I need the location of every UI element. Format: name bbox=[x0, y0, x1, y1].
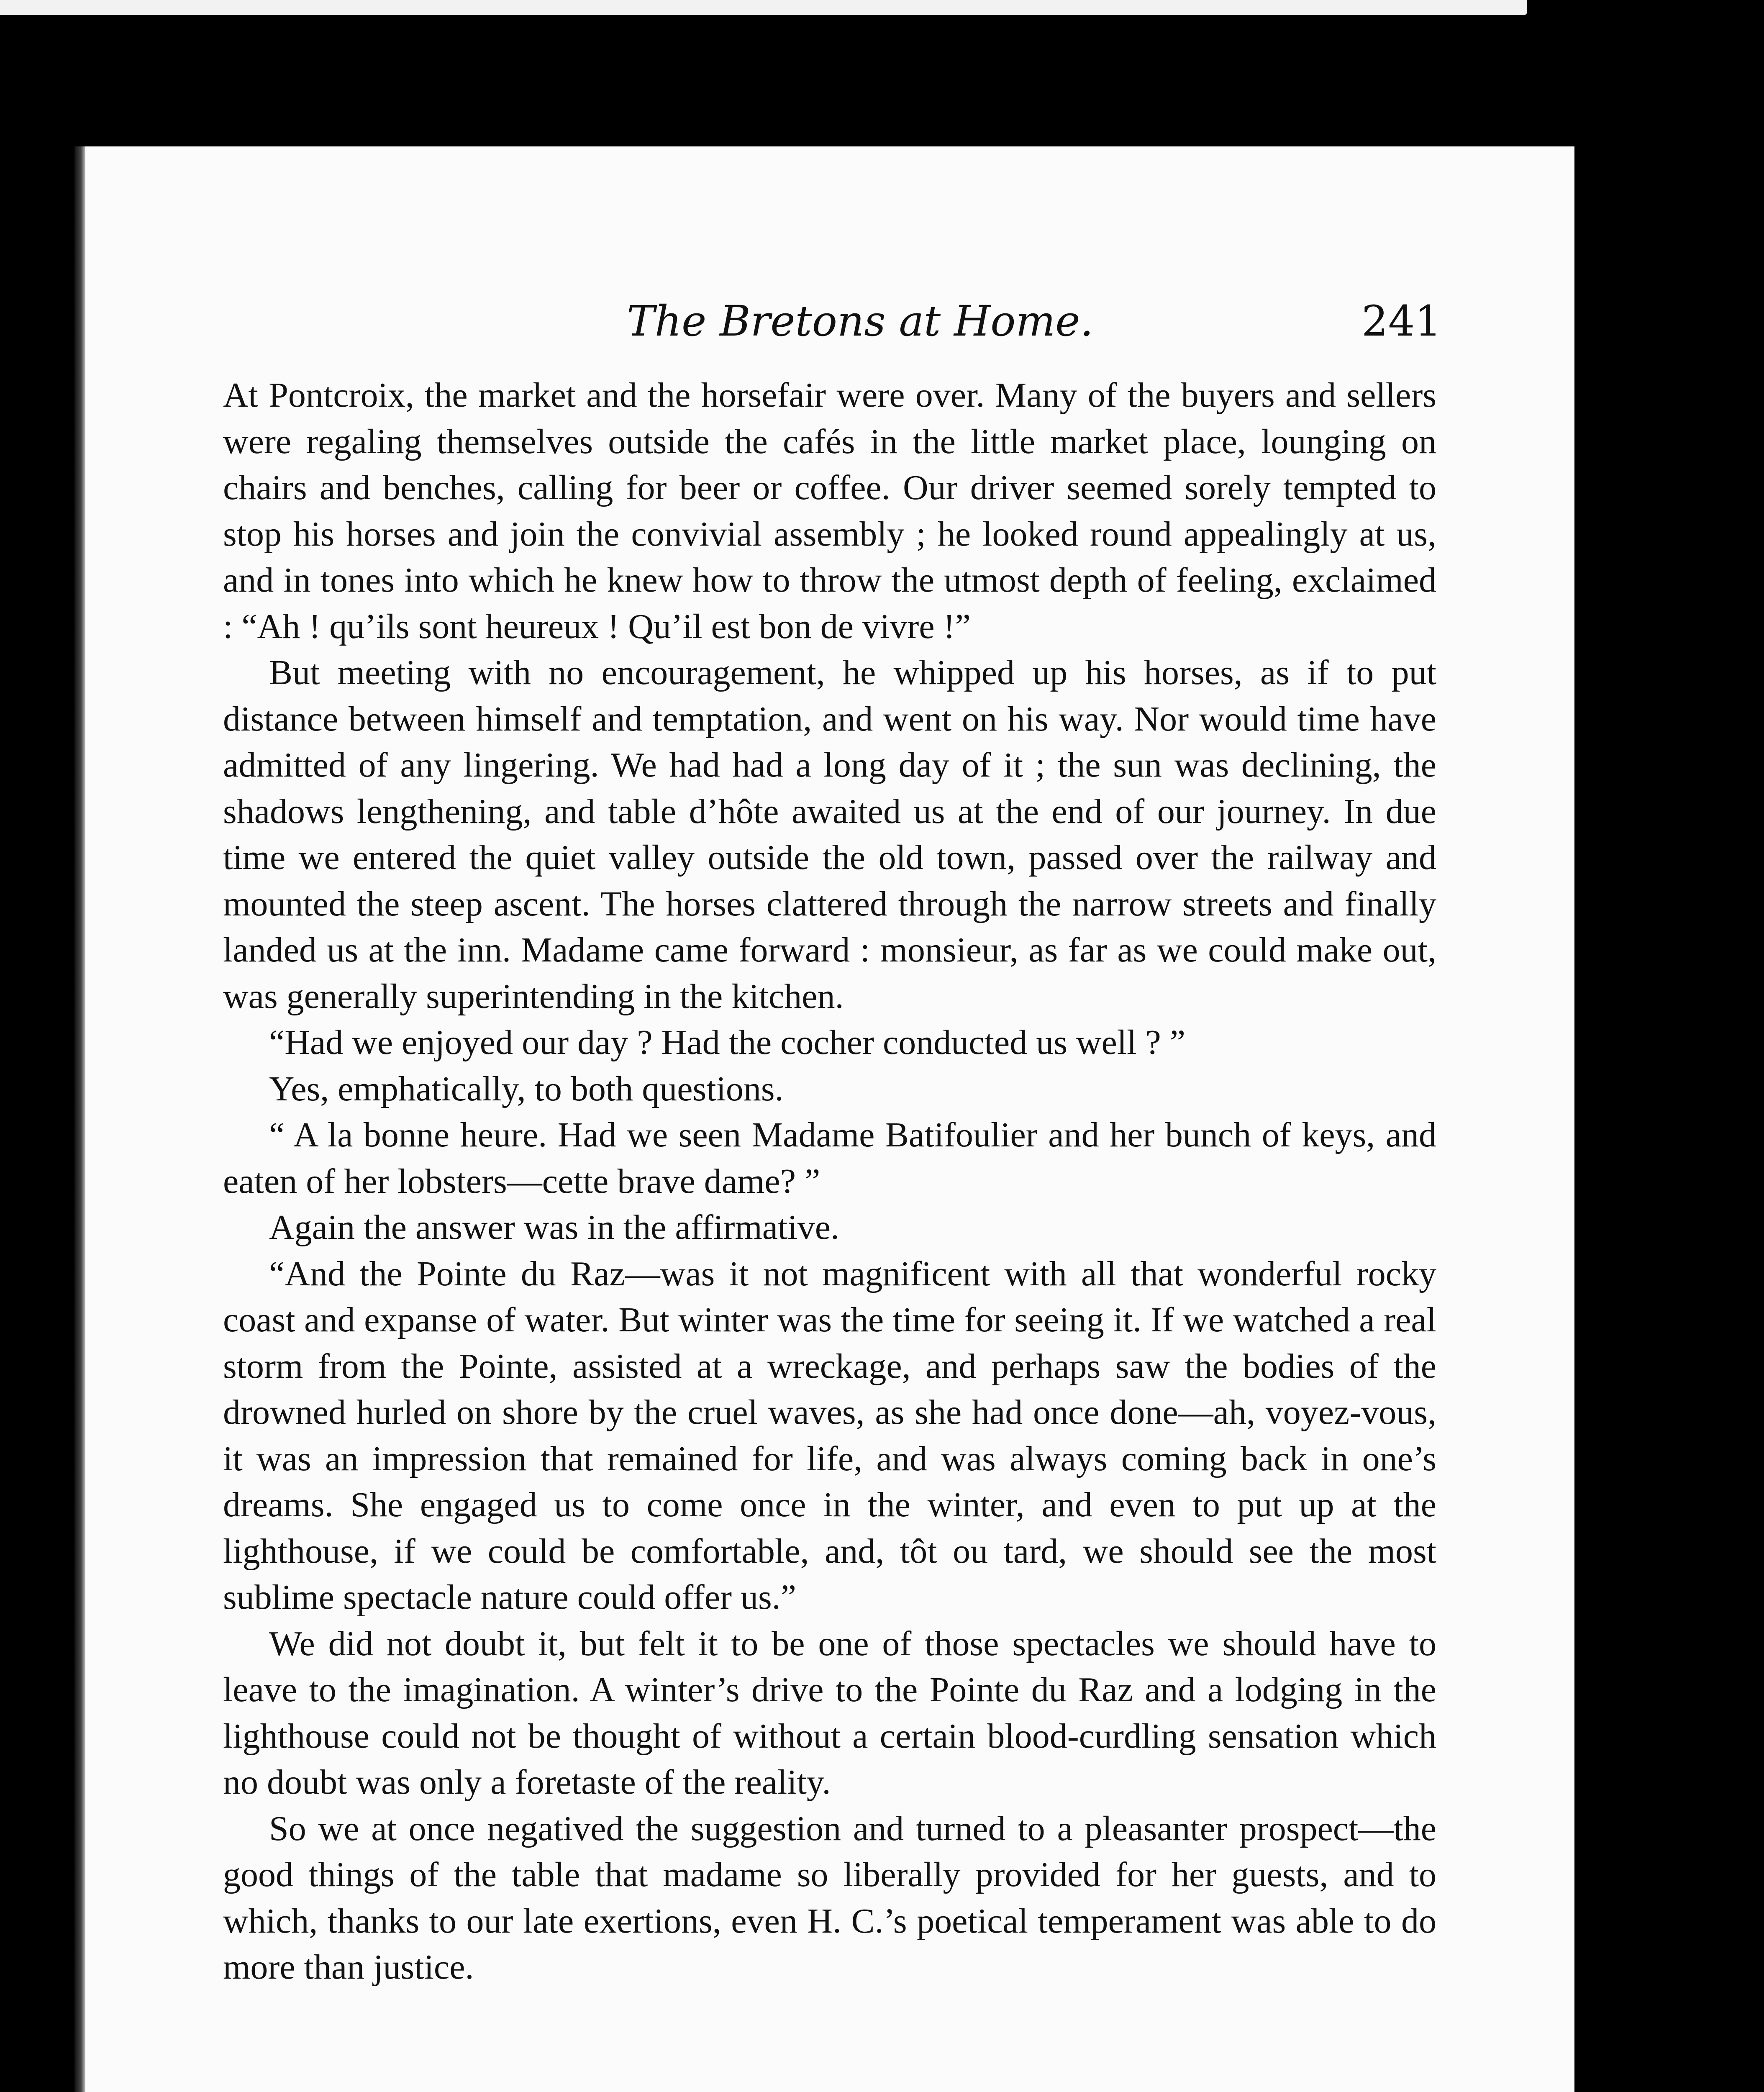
paragraph: Again the answer was in the affirmative. bbox=[269, 1208, 839, 1247]
page-gutter-shadow bbox=[74, 146, 85, 2092]
running-head bbox=[74, 288, 1574, 355]
paragraph: “ A la bonne heure. Had we seen Madame Batifoulier and her bunch of keys, and eaten of her lobsters—cette brave dame? ” bbox=[223, 1115, 1436, 1201]
facing-page-edge bbox=[0, 0, 1527, 15]
paragraph: We did not doubt it, but felt it to be one of those spectacles we should have to leave to the imagination. A winter’s drive to the Pointe du Raz and a lodging in the lighthouse could not be thought of without a certain blood-curdling sensation which no doubt was only a foretaste of the reality. bbox=[223, 1624, 1436, 1802]
paragraph: So we at once negatived the suggestion and turned to a pleasanter prospect—the good things of the table that madame so liberally provided for her guests, and to which, thanks to our late exertions, even H. C.’s poetical temperament was able to do more than justice. bbox=[223, 1809, 1436, 1987]
body-text bbox=[223, 372, 1436, 1991]
paragraph: “And the Pointe du Raz—was it not magnificent with all that wonderful rocky coast and expanse of water. But winter was the time for seeing it. If we watched a real storm from the Pointe, assisted at a wreckage, and perhaps saw the bodies of the drowned hurled on shore by the cruel waves, as she had once done—ah, voyez-vous, it was an impression that remained for life, and was always coming back in one’s dreams. She engaged us to come once in the winter, and even to put up at the lighthouse, if we could be comfortable, and, tôt ou tard, we should see the most sublime spectacle nature could offer us.” bbox=[223, 1254, 1436, 1617]
paragraph: At Pontcroix, the market and the horsefair were over. Many of the buyers and sellers were regaling themselves outside the cafés in the little market place, lounging on chairs and benches, calling for beer or coffee. Our driver seemed sorely tempted to stop his horses and join the convivial assembly ; he looked round appealingly at us, and in tones into which he knew how to throw the utmost depth of feeling, exclaimed : “Ah ! qu’ils sont heureux ! Qu’il est bon de vivre !” bbox=[223, 376, 1436, 646]
paragraph: “Had we enjoyed our day ? Had the cocher conducted us well ? ” bbox=[269, 1023, 1186, 1062]
book-page bbox=[74, 146, 1574, 2092]
page-number: 241 bbox=[1361, 297, 1441, 346]
paragraph: But meeting with no encouragement, he whipped up his horses, as if to put distance between himself and temptation, and went on his way. Nor would time have admitted of any lingering. We had had a long day of it ; the sun was declining, the shadows lengthening, and table d’hôte awaited us at the end of our journey. In due time we entered the quiet valley outside the old town, passed over the railway and mounted the steep ascent. The horses clattered through the narrow streets and finally landed us at the inn. Madame came forward : monsieur, as far as we could make out, was generally superintending in the kitchen. bbox=[223, 653, 1436, 1016]
running-title: The Bretons at Home. bbox=[627, 297, 1094, 346]
paragraph: Yes, emphatically, to both questions. bbox=[269, 1069, 784, 1108]
